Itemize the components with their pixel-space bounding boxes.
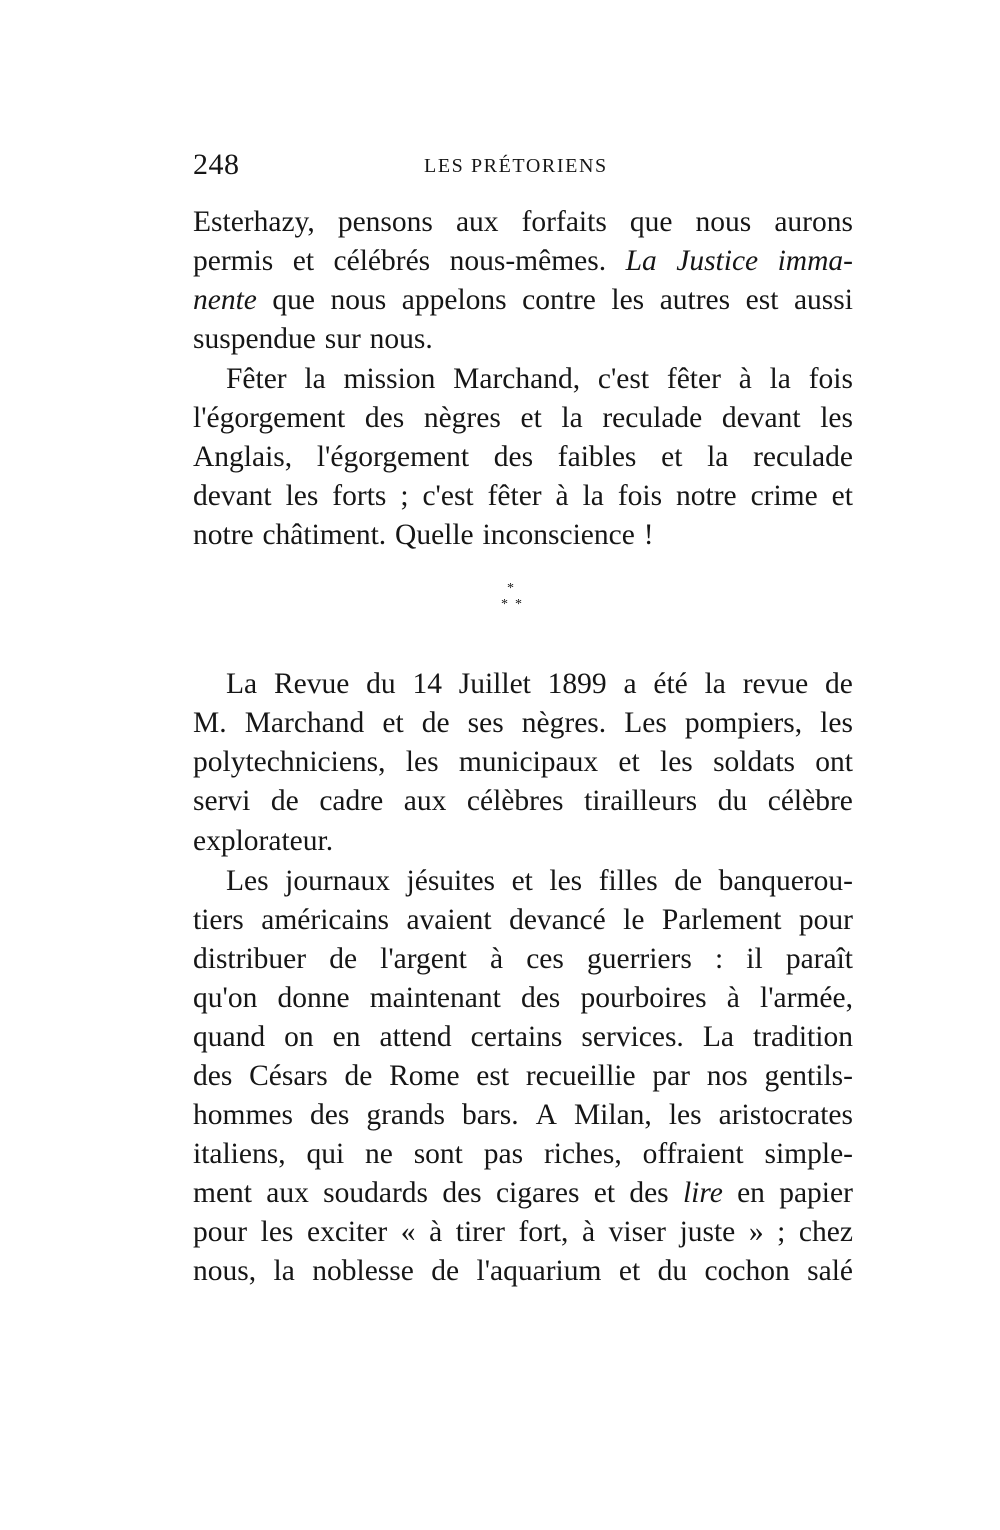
word: filles: [598, 865, 658, 897]
word: les: [405, 746, 439, 778]
word: aurons: [774, 206, 853, 238]
word: guerriers: [586, 943, 692, 975]
word: Les: [624, 707, 667, 739]
word: reculade: [753, 441, 853, 473]
word: riches,: [543, 1138, 622, 1170]
word: »: [748, 1216, 764, 1248]
word: exciter: [306, 1216, 388, 1248]
word: et: [511, 865, 533, 897]
text-line: [193, 901, 853, 939]
word: américains: [261, 904, 390, 936]
word: des: [629, 1177, 669, 1209]
word: été: [653, 668, 688, 700]
word: tirer: [455, 1216, 505, 1248]
word: sur: [324, 323, 361, 355]
word: nègres.: [521, 707, 607, 739]
word: La: [702, 1021, 734, 1053]
word: juste: [679, 1216, 736, 1248]
word: bars.: [462, 1099, 519, 1131]
word: à: [582, 1216, 596, 1248]
word: tiers: [193, 904, 244, 936]
word: forfaits: [521, 206, 607, 238]
word: du: [657, 1255, 688, 1287]
word: italiens,: [193, 1138, 286, 1170]
word: à: [489, 943, 504, 975]
word: de: [270, 785, 299, 817]
word: journaux: [285, 865, 390, 897]
word: crime: [750, 480, 818, 512]
word: pensons: [337, 206, 433, 238]
word: M.: [193, 707, 227, 739]
word: célèbres: [466, 785, 564, 817]
word: nous.: [369, 323, 433, 355]
text-line: [193, 743, 853, 781]
word: ont: [815, 746, 853, 778]
word: Juillet: [458, 668, 531, 700]
word: devant: [193, 480, 272, 512]
word: fêter: [487, 480, 542, 512]
word: la: [582, 480, 604, 512]
word: et: [382, 707, 404, 739]
word: certains: [470, 1021, 563, 1053]
word: A: [535, 1099, 557, 1131]
word: Rome: [389, 1060, 460, 1092]
word: c'est: [422, 480, 474, 512]
word: fort,: [518, 1216, 569, 1248]
word: en: [737, 1177, 765, 1209]
word: inconscience: [482, 519, 635, 551]
word: nous-mêmes.: [449, 245, 607, 277]
text-line: [226, 360, 853, 398]
word: nente: [193, 284, 257, 316]
word: soldats: [713, 746, 796, 778]
word: Les: [226, 865, 269, 897]
word: ne: [365, 1138, 393, 1170]
word: offraient: [642, 1138, 744, 1170]
word: suspendue: [193, 323, 316, 355]
word: nous: [695, 206, 752, 238]
word: Quelle: [395, 519, 474, 551]
word: que: [272, 284, 315, 316]
word: papier: [779, 1177, 853, 1209]
word: explorateur.: [193, 825, 334, 857]
text-line: [193, 940, 853, 978]
word: châtiment.: [262, 519, 387, 551]
separator-star: *: [507, 581, 514, 596]
word: ses: [467, 707, 504, 739]
word: ;: [400, 480, 409, 512]
word: le: [623, 904, 645, 936]
word: fois: [617, 480, 663, 512]
word: Milan,: [573, 1099, 652, 1131]
word: faibles: [557, 441, 637, 473]
text-line: [193, 704, 853, 742]
word: fois: [808, 363, 853, 395]
word: appelons: [401, 284, 507, 316]
word: lire: [682, 1177, 723, 1209]
word: Parlement: [661, 904, 782, 936]
word: Revue: [273, 668, 350, 700]
word: l'égorgement: [316, 441, 470, 473]
word: Marchand: [244, 707, 365, 739]
text-line: [193, 1174, 853, 1212]
word: devancé: [509, 904, 606, 936]
word: des: [364, 402, 405, 434]
word: les: [668, 1099, 702, 1131]
separator-star: *: [501, 597, 508, 612]
word: et: [661, 441, 683, 473]
word: les: [285, 480, 319, 512]
word: célèbre: [767, 785, 853, 817]
word: nègres: [423, 402, 501, 434]
word: la: [304, 363, 326, 395]
word: à: [555, 480, 569, 512]
word: la: [561, 402, 583, 434]
word: par: [652, 1060, 690, 1092]
word: ;: [777, 1216, 786, 1248]
word: quand: [193, 1021, 266, 1053]
word: de: [431, 1255, 460, 1287]
word: permis: [193, 245, 274, 277]
text-line: [193, 1057, 853, 1095]
word: cadre: [319, 785, 384, 817]
word: des: [493, 441, 534, 473]
word: simple-: [764, 1138, 853, 1170]
word: pompiers,: [684, 707, 803, 739]
word: de: [674, 865, 703, 897]
word: gentils-: [764, 1060, 853, 1092]
word: et: [618, 746, 640, 778]
word: tradition: [753, 1021, 853, 1053]
word: La: [625, 245, 657, 277]
separator-star: *: [515, 597, 522, 612]
word: autres: [659, 284, 731, 316]
word: nous: [330, 284, 387, 316]
word: ces: [526, 943, 564, 975]
word: grands: [366, 1099, 446, 1131]
text-line: [193, 1096, 853, 1134]
word: mission: [343, 363, 436, 395]
word: célébrés: [333, 245, 431, 277]
text-line: [193, 320, 853, 358]
word: maintenant: [369, 982, 501, 1014]
text-line: [193, 438, 853, 476]
word: a: [623, 668, 637, 700]
word: les: [660, 746, 693, 778]
page-number: 248: [193, 148, 240, 181]
text-line: [193, 477, 853, 515]
text-line: [193, 1252, 853, 1290]
text-line: [193, 281, 853, 319]
word: jésuites: [406, 865, 496, 897]
word: 1899: [547, 668, 607, 700]
word: 14: [412, 668, 442, 700]
word: imma-: [777, 245, 853, 277]
word: les: [820, 402, 853, 434]
word: viser: [608, 1216, 666, 1248]
word: du: [717, 785, 748, 817]
word: donne: [277, 982, 350, 1014]
text-line: [193, 516, 853, 554]
word: nous,: [193, 1255, 257, 1287]
word: La: [226, 668, 258, 700]
word: et: [520, 402, 542, 434]
word: aristocrates: [718, 1099, 853, 1131]
word: avaient: [406, 904, 492, 936]
word: Marchand,: [453, 363, 581, 395]
text-line: [193, 822, 853, 860]
word: du: [366, 668, 396, 700]
word: recueillie: [525, 1060, 636, 1092]
word: la: [769, 363, 791, 395]
word: la: [707, 441, 729, 473]
word: municipaux: [458, 746, 599, 778]
word: est: [745, 284, 779, 316]
section-separator: [493, 582, 543, 622]
word: chez: [798, 1216, 853, 1248]
word: à: [429, 1216, 443, 1248]
word: revue: [742, 668, 809, 700]
word: de: [421, 707, 450, 739]
page-header: [193, 148, 853, 188]
word: qu'on: [193, 982, 258, 1014]
word: à: [738, 363, 752, 395]
word: services.: [581, 1021, 684, 1053]
word: sont: [413, 1138, 463, 1170]
word: salé: [807, 1255, 853, 1287]
word: :: [714, 943, 724, 975]
word: ment: [193, 1177, 252, 1209]
word: Esterhazy,: [193, 206, 315, 238]
text-line: [193, 242, 853, 280]
word: et: [593, 1177, 616, 1209]
text-line: [226, 665, 853, 703]
word: notre: [193, 519, 254, 551]
word: les: [260, 1216, 294, 1248]
word: des: [310, 1099, 350, 1131]
word: reculade: [602, 402, 703, 434]
word: de: [825, 668, 853, 700]
word: pourboires: [580, 982, 707, 1014]
word: les: [549, 865, 583, 897]
word: «: [400, 1216, 416, 1248]
word: servi: [193, 785, 251, 817]
word: en: [332, 1021, 361, 1053]
text-line: [193, 399, 853, 437]
text-line: [193, 203, 853, 241]
word: Anglais,: [193, 441, 293, 473]
word: banquerou-: [718, 865, 853, 897]
text-line: [226, 862, 853, 900]
word: contre: [522, 284, 596, 316]
word: l'égorgement: [193, 402, 346, 434]
word: paraît: [785, 943, 853, 975]
word: hommes: [193, 1099, 293, 1131]
word: pas: [483, 1138, 524, 1170]
word: il: [746, 943, 763, 975]
word: des: [442, 1177, 482, 1209]
word: la: [273, 1255, 295, 1287]
word: qui: [306, 1138, 345, 1170]
word: de: [344, 1060, 373, 1092]
word: l'argent: [380, 943, 467, 975]
word: l'armée,: [760, 982, 853, 1014]
text-line: [193, 1213, 853, 1251]
word: noblesse: [312, 1255, 414, 1287]
word: aux: [266, 1177, 309, 1209]
word: pour: [798, 904, 853, 936]
word: à: [726, 982, 740, 1014]
text-line: [193, 1135, 853, 1173]
word: distribuer: [193, 943, 307, 975]
word: soudards: [323, 1177, 429, 1209]
word: l'aquarium: [476, 1255, 602, 1287]
word: c'est: [597, 363, 650, 395]
text-line: [193, 1018, 853, 1056]
word: forts: [332, 480, 387, 512]
word: aux: [403, 785, 447, 817]
word: les: [611, 284, 645, 316]
word: !: [643, 519, 654, 551]
word: aux: [455, 206, 499, 238]
word: Justice: [676, 245, 759, 277]
word: devant: [721, 402, 801, 434]
word: notre: [676, 480, 737, 512]
word: est: [476, 1060, 510, 1092]
word: Césars: [249, 1060, 328, 1092]
word: aussi: [793, 284, 853, 316]
word: des: [520, 982, 561, 1014]
word: de: [329, 943, 358, 975]
word: les: [820, 707, 853, 739]
word: et: [292, 245, 315, 277]
text-line: [193, 979, 853, 1017]
running-title: LES PRÉTORIENS: [424, 155, 608, 177]
word: que: [629, 206, 673, 238]
word: des: [193, 1060, 233, 1092]
word: et: [618, 1255, 641, 1287]
word: Fêter: [226, 363, 287, 395]
word: fêter: [666, 363, 721, 395]
word: la: [704, 668, 726, 700]
word: cochon: [704, 1255, 790, 1287]
word: polytechniciens,: [193, 746, 386, 778]
word: cigares: [495, 1177, 580, 1209]
word: on: [284, 1021, 314, 1053]
text-line: [193, 782, 853, 820]
word: attend: [379, 1021, 452, 1053]
word: tirailleurs: [584, 785, 698, 817]
word: et: [831, 480, 853, 512]
word: pour: [193, 1216, 248, 1248]
word: nos: [706, 1060, 748, 1092]
